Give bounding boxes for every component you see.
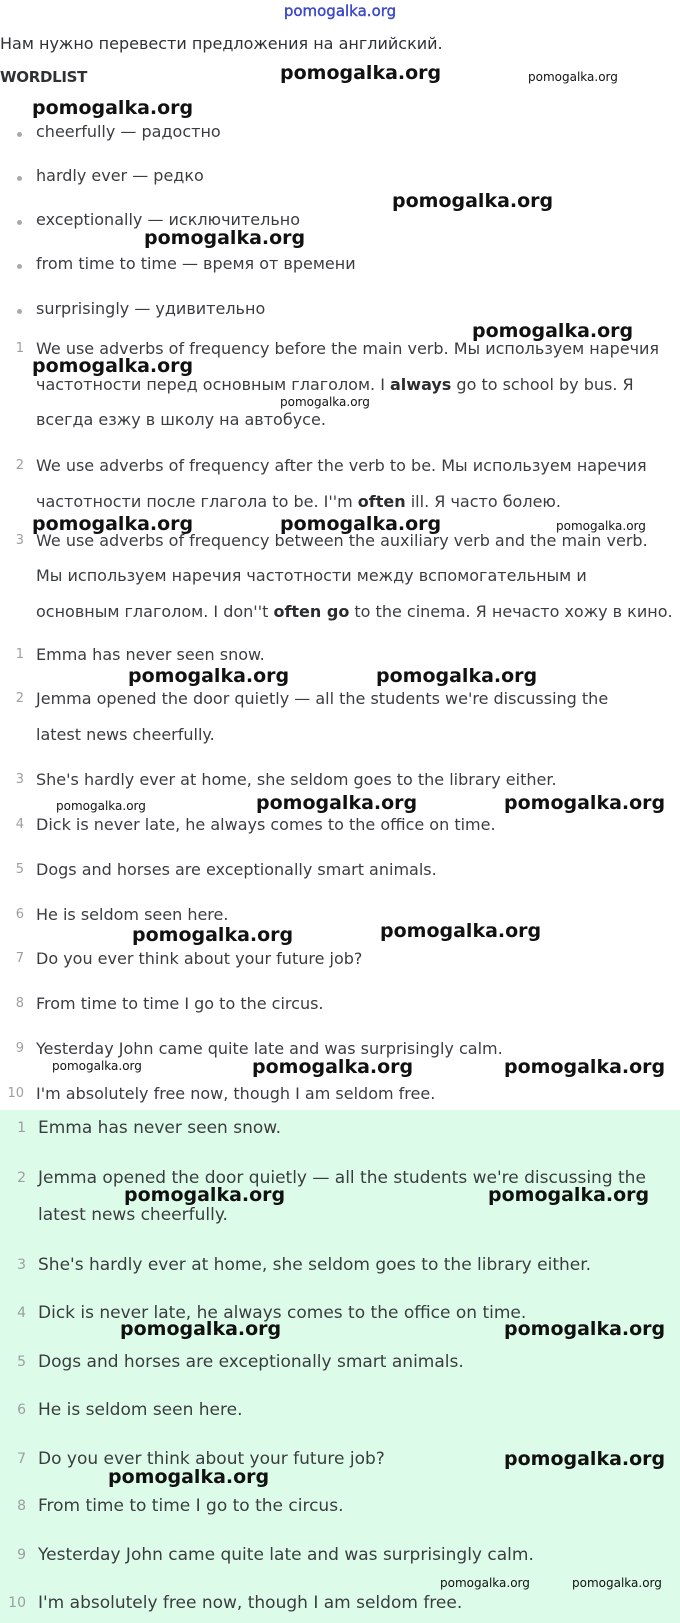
answer-line: Do you ever think about your future job? — [38, 1449, 385, 1469]
watermark-text: pomogalka.org — [380, 920, 542, 942]
answer-line: Yesterday John came quite late and was surprisingly calm. — [38, 1545, 534, 1565]
sentence-number: 7 — [15, 951, 24, 966]
answer-line: Jemma opened the door quietly — all the students we're discussing the — [38, 1168, 646, 1188]
watermark-text: pomogalka.org — [56, 799, 146, 813]
watermark-text: pomogalka.org — [280, 62, 442, 84]
answer-number: 1 — [17, 1120, 26, 1136]
rule-line — [36, 375, 634, 394]
wordlist-item: hardly ever — редко — [36, 166, 204, 185]
sentence-number: 6 — [15, 907, 24, 922]
wordlist-item: surprisingly — удивительно — [36, 299, 266, 318]
answer-line: She's hardly ever at home, she seldom goes to the library either. — [38, 1255, 592, 1275]
bullet-icon — [17, 264, 22, 269]
rule-number: 3 — [15, 533, 24, 548]
answer-number: 10 — [8, 1595, 26, 1611]
bullet-icon — [17, 132, 22, 137]
answer-number: 2 — [17, 1170, 26, 1186]
sentence-number: 10 — [7, 1086, 24, 1101]
rule-example-adverb: often go — [273, 602, 350, 621]
rule-text: go to school by bus. Я — [451, 375, 634, 394]
sentence-line: latest news cheerfully. — [36, 725, 215, 744]
watermark-text: pomogalka.org — [32, 355, 194, 377]
rule-example-adverb: always — [390, 375, 452, 394]
watermark-text: pomogalka.org — [32, 513, 194, 535]
bullet-icon — [17, 220, 22, 225]
sentence-number: 2 — [15, 691, 24, 706]
sentence-number: 9 — [15, 1041, 24, 1056]
sentence-line: He is seldom seen here. — [36, 905, 229, 924]
site-header-logo: pomogalka.org — [283, 2, 397, 20]
wordlist-item: from time to time — время от времени — [36, 254, 356, 273]
watermark-text: pomogalka.org — [488, 1184, 650, 1206]
answer-line: I'm absolutely free now, though I am seldom free. — [38, 1593, 463, 1613]
watermark-text: pomogalka.org — [120, 1318, 282, 1340]
answer-line: latest news cheerfully. — [38, 1205, 228, 1225]
sentence-line: Emma has never seen snow. — [36, 645, 265, 664]
watermark-text: pomogalka.org — [572, 1576, 662, 1590]
bullet-icon — [17, 309, 22, 314]
sentence-line: Dick is never late, he always comes to the office on time. — [36, 815, 496, 834]
sentence-line: Jemma opened the door quietly — all the students we're discussing the — [36, 689, 609, 708]
watermark-text: pomogalka.org — [132, 924, 294, 946]
watermark-text: pomogalka.org — [528, 70, 618, 84]
answer-number: 9 — [17, 1547, 26, 1563]
rule-text: We use adverbs of frequency before the main verb. Мы используем наречия — [36, 339, 660, 358]
rule-line — [36, 566, 587, 585]
answer-number: 5 — [17, 1354, 26, 1370]
rule-text: частотности перед основным глаголом. I — [36, 375, 390, 394]
rule-text: частотности после глагола to be. I''m — [36, 492, 358, 511]
watermark-text: pomogalka.org — [504, 1318, 666, 1340]
watermark-text: pomogalka.org — [52, 1059, 142, 1073]
rule-text: основным глаголом. I don''t — [36, 602, 274, 621]
answer-line: He is seldom seen here. — [38, 1400, 243, 1420]
rule-text: Мы используем наречия частотности между вспомогательным и — [36, 566, 587, 585]
rule-text: to the cinema. Я нечасто хожу в кино. — [349, 602, 673, 621]
watermark-text: pomogalka.org — [440, 1576, 530, 1590]
sentence-line: Dogs and horses are exceptionally smart animals. — [36, 860, 437, 879]
sentence-number: 8 — [15, 996, 24, 1011]
rule-text: We use adverbs of frequency between the auxiliary verb and the main verb. — [36, 531, 648, 550]
answer-line: Dick is never late, he always comes to the office on time. — [38, 1303, 527, 1323]
rule-line — [36, 410, 326, 429]
answer-number: 4 — [17, 1305, 26, 1321]
sentence-number: 3 — [15, 772, 24, 787]
sentence-line: She's hardly ever at home, she seldom goes to the library either. — [36, 770, 557, 789]
sentence-line: Yesterday John came quite late and was surprisingly calm. — [36, 1039, 503, 1058]
rule-line — [36, 602, 673, 621]
task-intro: Нам нужно перевести предложения на английский. — [0, 34, 443, 53]
watermark-text: pomogalka.org — [504, 792, 666, 814]
answer-line: Emma has never seen snow. — [38, 1118, 282, 1138]
watermark-text: pomogalka.org — [108, 1466, 270, 1488]
answer-line: From time to time I go to the circus. — [38, 1496, 344, 1516]
rule-number: 1 — [15, 341, 24, 356]
rule-line — [36, 531, 648, 550]
watermark-text: pomogalka.org — [556, 519, 646, 533]
watermark-text: pomogalka.org — [252, 1056, 414, 1078]
watermark-text: pomogalka.org — [392, 190, 554, 212]
answer-panel — [0, 1110, 680, 1623]
rule-line — [36, 456, 647, 475]
watermark-text: pomogalka.org — [504, 1448, 666, 1470]
sentence-number: 1 — [15, 647, 24, 662]
watermark-text: pomogalka.org — [504, 1056, 666, 1078]
sentence-line: Do you ever think about your future job? — [36, 949, 363, 968]
rule-example-adverb: often — [357, 492, 406, 511]
watermark-text: pomogalka.org — [376, 665, 538, 687]
rule-text: We use adverbs of frequency after the verb to be. Мы используем наречия — [36, 456, 647, 475]
watermark-text: pomogalka.org — [280, 513, 442, 535]
rule-text: ill. Я часто болею. — [405, 492, 561, 511]
sentence-line: I'm absolutely free now, though I am seldom free. — [36, 1084, 436, 1103]
rule-text: всегда езжу в школу на автобусе. — [36, 410, 326, 429]
watermark-text: pomogalka.org — [256, 792, 418, 814]
answer-line: Dogs and horses are exceptionally smart animals. — [38, 1352, 464, 1372]
sentence-number: 5 — [15, 862, 24, 877]
bullet-icon — [17, 176, 22, 181]
answer-number: 8 — [17, 1498, 26, 1514]
watermark-text: pomogalka.org — [144, 227, 306, 249]
wordlist-title: WORDLIST — [0, 68, 88, 86]
sentence-number: 4 — [15, 817, 24, 832]
sentence-line: From time to time I go to the circus. — [36, 994, 324, 1013]
rule-number: 2 — [15, 458, 24, 473]
watermark-text: pomogalka.org — [472, 320, 634, 342]
watermark-text: pomogalka.org — [124, 1184, 286, 1206]
answer-number: 6 — [17, 1402, 26, 1418]
rule-line — [36, 492, 561, 511]
watermark-text: pomogalka.org — [280, 395, 370, 409]
rule-line — [36, 339, 659, 358]
watermark-text: pomogalka.org — [32, 97, 194, 119]
watermark-text: pomogalka.org — [128, 665, 290, 687]
answer-number: 7 — [17, 1451, 26, 1467]
answer-number: 3 — [17, 1257, 26, 1273]
wordlist-item: cheerfully — радостно — [36, 122, 221, 141]
wordlist-item: exceptionally — исключительно — [36, 210, 301, 229]
